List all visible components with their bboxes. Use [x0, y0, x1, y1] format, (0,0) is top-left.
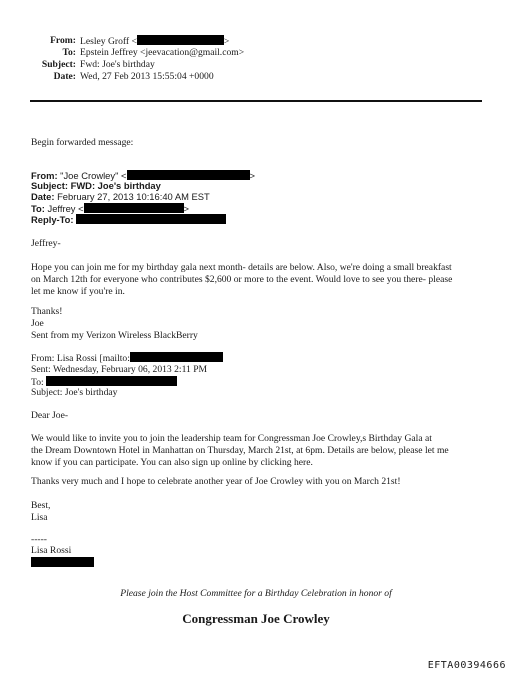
header-from-value: Lesley Groff < > — [80, 36, 230, 47]
redaction-box — [76, 214, 226, 224]
body-line: Hope you can join me for my birthday gala next month- details are below. Also, we're doing a small breakfast — [31, 262, 452, 273]
header-date-value: Wed, 27 Feb 2013 15:55:04 +0000 — [80, 71, 214, 82]
original-to-row: To: — [31, 376, 177, 389]
message1-sent-from: Sent from my Verizon Wireless BlackBerry — [31, 330, 198, 341]
message2-body — [31, 433, 483, 468]
body-line: We would like to invite you to join the leadership team for Congressman Joe Crowley,s Birthday Gala at — [31, 433, 432, 444]
bates-number: EFTA00394666 — [427, 660, 506, 671]
forwarded-subject-row: Subject: FWD: Joe's birthday — [31, 180, 161, 191]
message1-signoff: Joe — [31, 318, 44, 329]
message2-closing: Thanks very much and I hope to celebrate another year of Joe Crowley with you on March 21st! — [31, 476, 401, 487]
redaction-box — [127, 170, 250, 180]
message1-greeting: Jeffrey- — [31, 238, 61, 249]
forward-intro: Begin forwarded message: — [31, 137, 134, 148]
signature-name: Lisa Rossi — [31, 545, 72, 556]
message1-body — [31, 262, 483, 297]
header-date-label: Date: — [53, 71, 76, 82]
message1-thanks: Thanks! — [31, 306, 63, 317]
original-from-row: From: Lisa Rossi [mailto: — [31, 352, 223, 365]
forwarded-date-row: Date: February 27, 2013 10:16:40 AM EST — [31, 191, 210, 202]
header-subject-value: Fwd: Joe's birthday — [80, 59, 155, 70]
redaction-box — [46, 376, 177, 386]
message2-best: Best, — [31, 500, 51, 511]
body-line: let me know if you're in. — [31, 285, 125, 297]
message2-name: Lisa — [31, 512, 48, 523]
forwarded-replyto-row: Reply-To: — [31, 214, 226, 226]
redaction-box — [130, 352, 223, 362]
forwarded-to-row: To: Jeffrey < > — [31, 203, 190, 214]
body-line: the Dream Downtown Hotel in Manhattan on Thursday, March 21st, at 6pm. Details are below, please let me — [31, 444, 449, 456]
honoree-name: Congressman Joe Crowley — [182, 611, 330, 626]
header-to-label: To: — [62, 47, 76, 58]
header-divider — [30, 100, 482, 102]
header-subject-label: Subject: — [41, 59, 76, 70]
header-from-label: From: — [50, 35, 76, 46]
body-line: on March 12th for everyone who contributes $2,600 or more to the event. Would love to see you there- please — [31, 273, 453, 285]
message2-greeting: Dear Joe- — [31, 410, 69, 421]
forwarded-from-row: From: "Joe Crowley" < > — [31, 170, 255, 181]
redaction-box — [137, 35, 224, 45]
header-to-value: Epstein Jeffrey <jeevacation@gmail.com> — [80, 47, 245, 58]
signature-dashes: ----- — [31, 534, 47, 545]
original-sent-row: Sent: Wednesday, February 06, 2013 2:11 PM — [31, 364, 208, 375]
redaction-box — [84, 203, 184, 213]
original-subject-row: Subject: Joe's birthday — [31, 387, 118, 398]
body-line: know if you can participate. You can also sign up online by clicking here. — [31, 456, 313, 468]
redaction-box — [31, 557, 94, 567]
invitation-line: Please join the Host Committee for a Birthday Celebration in honor of — [120, 588, 392, 599]
